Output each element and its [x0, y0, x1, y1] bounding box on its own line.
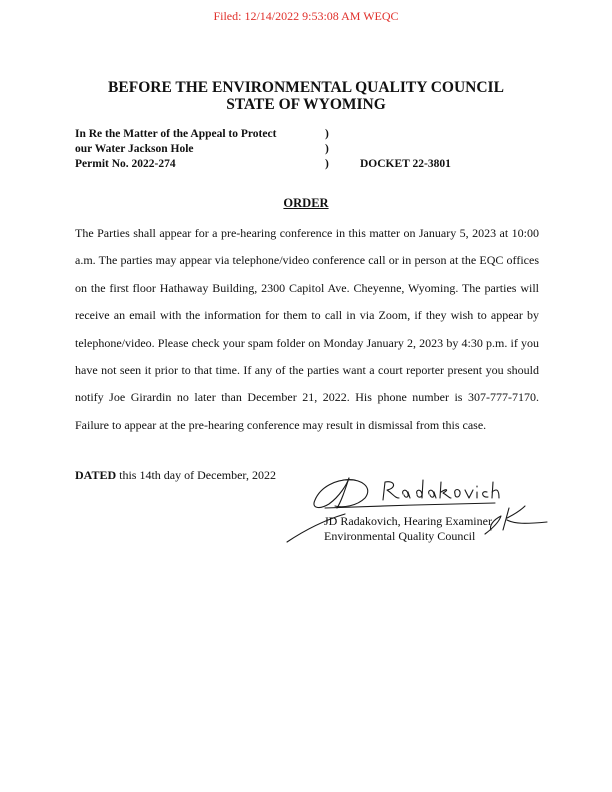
- document-heading: [0, 79, 612, 113]
- caption-line: our Water Jackson Hole: [75, 143, 194, 155]
- dated-text: this 14th day of December, 2022: [116, 468, 276, 482]
- order-body: The Parties shall appear for a pre-hearing conference in this matter on January 5, 2023 at 10:00 a.m. The parties may appear via telephone/video conference call or in person at the EQC offices on the first floor Hathaway Building, 2300 Capitol Ave. Cheyenne, Wyoming. The parties will receive an email with the information for them to call in via Zoom, if they wish to appear by telephone/video. Please check your spam folder on Monday January 2, 2023 by 4:30 p.m. if you have not seen it prior to that time. If any of the parties want a court reporter present you should notify Joe Girardin no later than December 21, 2022. His phone number is 307-777-7170. Failure to appear at the pre-hearing conference may result in dismissal from this case.: [75, 226, 539, 432]
- caption-title: [75, 127, 315, 172]
- signer-name-title: JD Radakovich, Hearing Examiner: [324, 514, 492, 528]
- caption-paren: ): [325, 143, 329, 155]
- caption-paren: ): [325, 128, 329, 140]
- heading-council: BEFORE THE ENVIRONMENTAL QUALITY COUNCIL: [108, 79, 504, 96]
- filed-stamp: Filed: 12/14/2022 9:53:08 AM WEQC: [213, 9, 399, 23]
- heading-state: STATE OF WYOMING: [226, 96, 386, 113]
- caption-line: Permit No. 2022-274: [75, 158, 176, 170]
- order-title: ORDER: [283, 196, 329, 210]
- docket-number: DOCKET 22-3801: [360, 158, 451, 170]
- caption-line: In Re the Matter of the Appeal to Protect: [75, 128, 277, 140]
- caption-parens: [325, 127, 335, 172]
- signer-block: [324, 514, 492, 543]
- dated-line: [75, 468, 276, 483]
- signer-organization: Environmental Quality Council: [324, 528, 476, 543]
- dated-label: DATED: [75, 468, 117, 482]
- caption-paren: ): [325, 158, 329, 170]
